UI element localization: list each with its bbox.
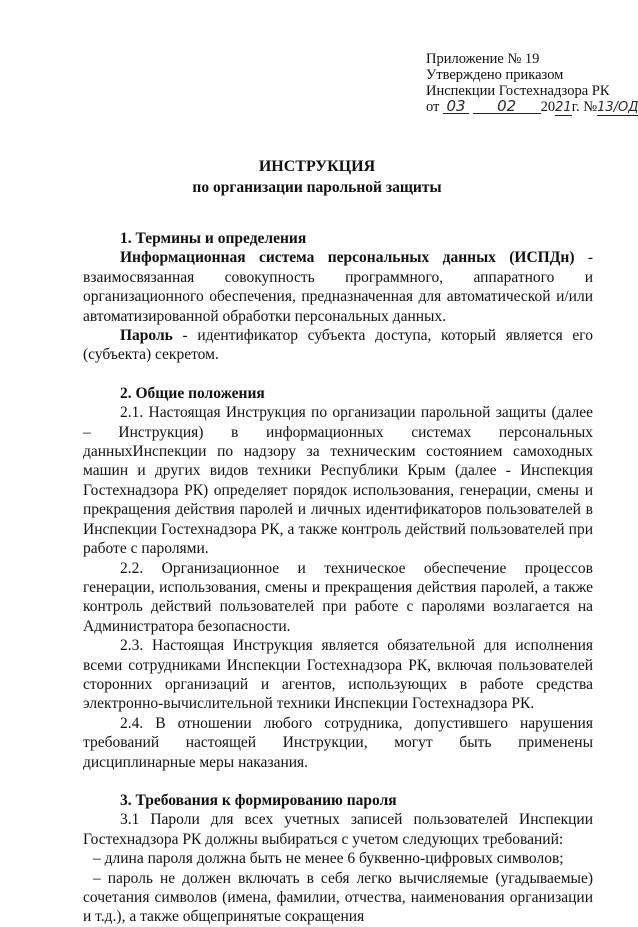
section-2-paragraph-4: 2.4. В отношении любого сотрудника, допустившего нарушения требований настоящей Инструкции, могут быть применены дисциплинарные меры наказания. <box>83 714 593 771</box>
document-body <box>83 229 593 927</box>
section-3-heading: 3. Требования к формированию пароля <box>120 791 397 809</box>
section-gap <box>83 772 593 791</box>
list-item: – пароль не должен включать в себя легко вычисляемые (угадываемые) сочетания символов (имена, фамилии, отчества, наименования организации и т.д.), а также общепринятые сокращения <box>83 869 593 926</box>
section-1-definition-ispdn <box>83 248 593 326</box>
term-ispdn: Информационная система персональных данных (ИСПДн) <box>120 249 575 267</box>
handwritten-day: 03 <box>443 99 469 114</box>
section-1-heading: 1. Термины и определения <box>120 230 307 247</box>
definition-password: - идентификатор субъекта доступа, который является его (субъекта) секретом. <box>83 327 593 364</box>
section-2-paragraph-1: 2.1. Настоящая Инструкция по организации парольной защиты (далее – Инструкция) в информационных системах персональных данныхИнспекции по надзору за техническим состоянием самоходных машин и других видов техники Республики Крым (далее - Инспекция Гостехнадзора РК) определяет порядок использования, генерации, смены и прекращения действия паролей и личных идентификаторов пользователей в Инспекции Гостехнадзора РК, а также контроль действий пользователей при работе с паролями. <box>83 404 593 558</box>
handwritten-order-number: 13/ОД <box>597 100 638 115</box>
section-3-paragraph-1: 3.1 Пароли для всех учетных записей пользователей Инспекции Гостехнадзора РК должны выбираться с учетом следующих требований: <box>83 811 593 848</box>
section-1-definition-password <box>83 326 593 365</box>
section-2-paragraph-2: 2.2. Организационное и техническое обеспечение процессов генерации, использования, смены и прекращения действия паролей, а также контроль действий пользователей при работе с паролями возлагается на Администратора безопасности. <box>83 559 593 635</box>
year-prefix: 20 <box>540 99 556 115</box>
term-password: Пароль <box>120 327 173 345</box>
section-gap <box>83 365 593 384</box>
approval-line-date <box>426 97 638 116</box>
date-prefix: от <box>426 99 440 115</box>
section-2-heading: 2. Общие положения <box>120 384 265 402</box>
approval-line-approved: Утверждено приказом <box>426 67 564 83</box>
section-2-paragraph-3: 2.3. Настоящая Инструкция является обязательной для исполнения всеми сотрудниками Инспекции Гостехнадзора РК, включая пользователей сторонних организаций и агентов, использующих в работе средства электронно-вычислительной техники Инспекции Гостехнадзора РК. <box>83 637 593 713</box>
document-title: ИНСТРУКЦИЯ <box>258 158 376 175</box>
approval-line-inspection: Инспекции Гостехнадзора РК <box>426 83 610 99</box>
list-item: – длина пароля должна быть не менее 6 буквенно-цифровых символов; <box>93 850 564 868</box>
approval-block <box>426 51 638 116</box>
year-suffix: г. № <box>571 99 598 115</box>
document-subtitle: по организации парольной защиты <box>192 179 442 196</box>
definition-ispdn: - взаимосвязанная совокупность программного, аппаратного и организационного обеспечения, предназначенная для автоматической и/или автоматизированной обработки персональных данных. <box>83 249 594 325</box>
approval-line-appendix: Приложение № 19 <box>426 51 540 67</box>
handwritten-month: 02 <box>473 99 541 114</box>
handwritten-year: 21 <box>555 100 572 115</box>
